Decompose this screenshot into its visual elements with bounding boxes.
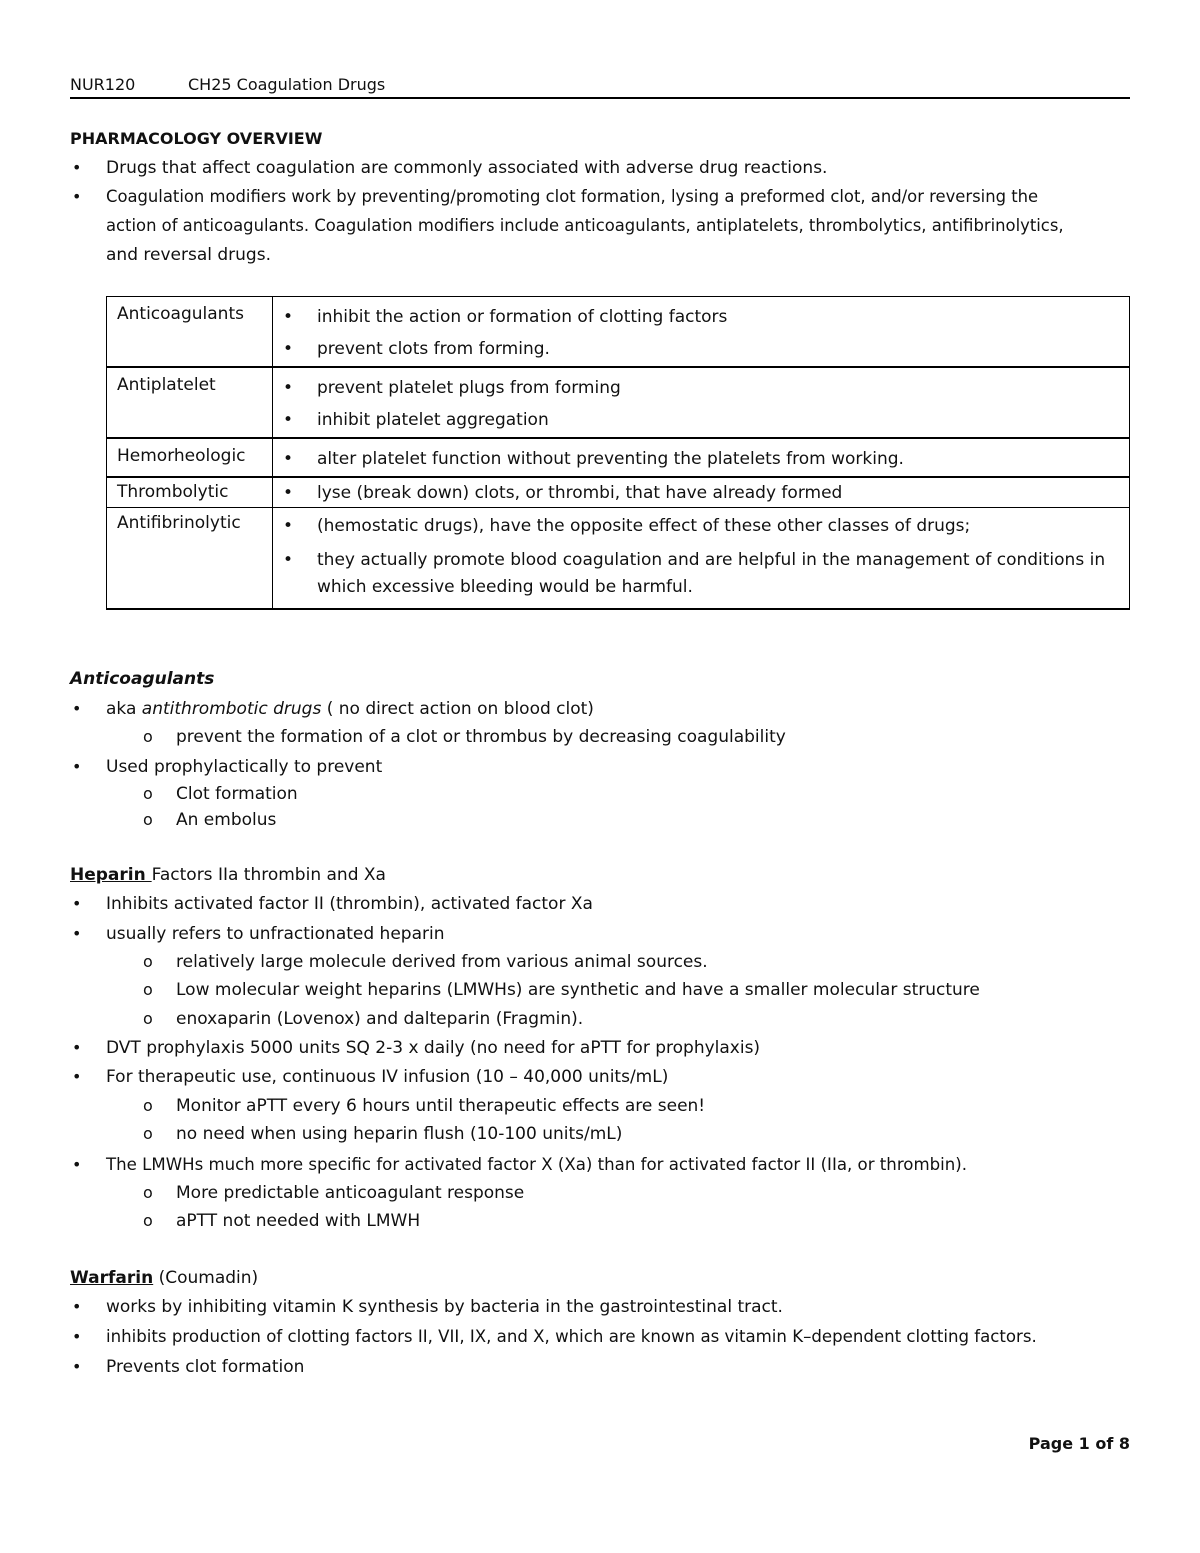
circle-bullet-icon: o — [143, 980, 153, 999]
circle-bullet-icon: o — [143, 784, 153, 803]
heparin-bullet-5: The LMWHs much more specific for activated factor X (Xa) than for activated factor II (IIa, or thrombin). — [106, 1155, 968, 1174]
anticoag-bullet-1: aka antithrombotic drugs ( no direct action on blood clot) — [106, 699, 594, 719]
list-item: • (hemostatic drugs), have the opposite effect of these other classes of drugs; — [283, 516, 971, 536]
table-row — [107, 367, 1130, 438]
bullet-icon: • — [72, 699, 82, 718]
bullet-icon: • — [72, 1357, 82, 1376]
circle-bullet-icon: o — [143, 1124, 153, 1143]
heparin-bullet-4: For therapeutic use, continuous IV infusion (10 – 40,000 units/mL) — [106, 1067, 669, 1087]
class-name: Antiplatelet — [107, 367, 273, 438]
warfarin-heading: Warfarin (Coumadin) — [70, 1268, 259, 1288]
class-description — [273, 508, 1130, 610]
bullet-icon: • — [72, 1155, 82, 1174]
class-name: Thrombolytic — [107, 477, 273, 508]
overview-bullet-2-line-3: and reversal drugs. — [106, 245, 271, 265]
list-item: • they actually promote blood coagulation and are helpful in the management of conditions in which excessive bleeding would be harmful. — [273, 547, 1129, 601]
circle-bullet-icon: o — [143, 1096, 153, 1115]
class-description — [273, 367, 1130, 438]
bullet-icon: • — [283, 449, 294, 469]
table-row — [107, 477, 1130, 508]
circle-bullet-icon: o — [143, 1183, 153, 1202]
list-item: • prevent platelet plugs from forming — [283, 378, 621, 398]
heparin-bullet-2-sub-3: enoxaparin (Lovenox) and dalteparin (Fragmin). — [176, 1009, 584, 1029]
anticoag-bullet-1-sub-1: prevent the formation of a clot or thrombus by decreasing coagulability — [176, 727, 786, 747]
anticoag-bullet-2: Used prophylactically to prevent — [106, 757, 383, 777]
table-row — [107, 438, 1130, 477]
class-description — [273, 477, 1130, 508]
heparin-bullet-2: usually refers to unfractionated heparin — [106, 924, 445, 944]
heparin-heading: Heparin Factors IIa thrombin and Xa — [70, 865, 386, 885]
bullet-icon: • — [72, 924, 82, 943]
drug-class-table — [106, 296, 1130, 610]
list-item: • alter platelet function without preventing the platelets from working. — [283, 449, 904, 469]
bullet-icon: • — [283, 307, 294, 327]
bullet-icon: • — [283, 378, 294, 398]
overview-bullet-2-line-1: Coagulation modifiers work by preventing/promoting clot formation, lysing a preformed clot, and/or reversing the — [106, 187, 1039, 206]
class-description — [273, 297, 1130, 368]
bullet-icon: • — [283, 550, 294, 570]
bullet-icon: • — [72, 1038, 82, 1057]
list-item: • prevent clots from forming. — [283, 339, 550, 359]
list-item: • inhibit the action or formation of clotting factors — [283, 307, 728, 327]
heparin-bullet-1: Inhibits activated factor II (thrombin), activated factor Xa — [106, 894, 593, 914]
circle-bullet-icon: o — [143, 1211, 153, 1230]
bullet-icon: • — [72, 757, 82, 776]
table-row — [107, 508, 1130, 610]
circle-bullet-icon: o — [143, 810, 153, 829]
chapter-title: CH25 Coagulation Drugs — [188, 75, 386, 94]
overview-heading: PHARMACOLOGY OVERVIEW — [70, 129, 323, 148]
list-item: • inhibit platelet aggregation — [283, 410, 549, 430]
heparin-bullet-2-sub-1: relatively large molecule derived from various animal sources. — [176, 952, 708, 972]
list-item: • lyse (break down) clots, or thrombi, that have already formed — [283, 483, 843, 503]
circle-bullet-icon: o — [143, 727, 153, 746]
heparin-bullet-2-sub-2: Low molecular weight heparins (LMWHs) are synthetic and have a smaller molecular structure — [176, 980, 980, 1000]
warfarin-bullet-2: inhibits production of clotting factors II, VII, IX, and X, which are known as vitamin K–dependent clotting factors. — [106, 1327, 1037, 1346]
page-header — [70, 75, 1130, 99]
heparin-bullet-4-sub-1: Monitor aPTT every 6 hours until therapeutic effects are seen! — [176, 1096, 706, 1116]
bullet-icon: • — [283, 483, 294, 503]
table-row — [107, 297, 1130, 368]
bullet-icon: • — [72, 187, 82, 206]
class-description — [273, 438, 1130, 477]
bullet-icon: • — [283, 410, 294, 430]
class-name: Anticoagulants — [107, 297, 273, 368]
circle-bullet-icon: o — [143, 952, 153, 971]
warfarin-bullet-3: Prevents clot formation — [106, 1357, 305, 1377]
class-name: Hemorheologic — [107, 438, 273, 477]
heparin-bullet-4-sub-2: no need when using heparin flush (10-100 units/mL) — [176, 1124, 623, 1144]
class-name: Antifibrinolytic — [107, 508, 273, 610]
bullet-icon: • — [72, 1327, 82, 1346]
circle-bullet-icon: o — [143, 1009, 153, 1028]
bullet-icon: • — [72, 1297, 82, 1316]
bullet-icon: • — [283, 516, 294, 536]
bullet-icon: • — [72, 894, 82, 913]
heparin-bullet-5-sub-2: aPTT not needed with LMWH — [176, 1211, 421, 1231]
anticoag-bullet-2-sub-1: Clot formation — [176, 784, 298, 804]
bullet-icon: • — [72, 1067, 82, 1086]
anticoag-bullet-2-sub-2: An embolus — [176, 810, 277, 830]
overview-bullet-1: Drugs that affect coagulation are commonly associated with adverse drug reactions. — [106, 158, 828, 178]
course-code: NUR120 — [70, 75, 136, 94]
page-number: Page 1 of 8 — [1028, 1434, 1130, 1453]
warfarin-bullet-1: works by inhibiting vitamin K synthesis by bacteria in the gastrointestinal tract. — [106, 1297, 783, 1317]
bullet-icon: • — [72, 158, 82, 177]
bullet-icon: • — [283, 339, 294, 359]
heparin-bullet-5-sub-1: More predictable anticoagulant response — [176, 1183, 525, 1203]
overview-bullet-2-line-2: action of anticoagulants. Coagulation modifiers include anticoagulants, antiplatelets, thrombolytics, antifibrinolytics, — [106, 216, 1064, 235]
anticoagulants-heading: Anticoagulants — [70, 669, 215, 689]
heparin-bullet-3: DVT prophylaxis 5000 units SQ 2-3 x daily (no need for aPTT for prophylaxis) — [106, 1038, 761, 1058]
